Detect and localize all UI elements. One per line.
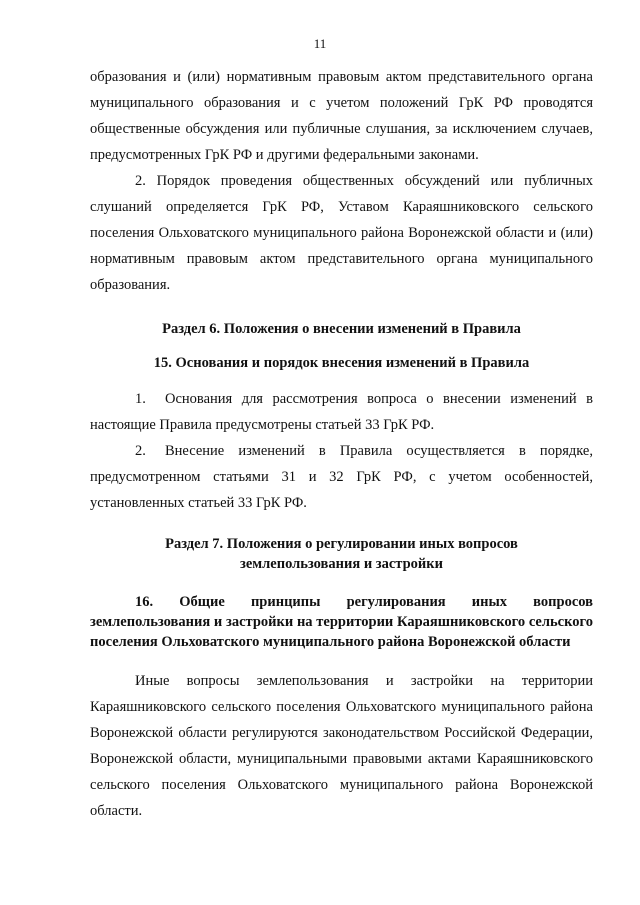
page-number: 11 xyxy=(313,36,327,51)
item-number: 1. xyxy=(135,391,146,407)
section-7-title-line-1: Раздел 7. Положения о регулировании иных вопросов xyxy=(165,536,518,552)
section-6-title: Раздел 6. Положения о внесении изменений в Правила xyxy=(162,321,521,337)
item-number: 2. xyxy=(135,443,146,459)
section-7-title-line-2: землепользования и застройки xyxy=(240,556,443,572)
article-15-item-2 xyxy=(90,438,593,516)
paragraph-item-2: 2. Порядок проведения общественных обсуждений или публичных слушаний определяется ГрК РФ, Уставом Караяшниковского сельского поселения Ольховатского муниципального района Воронежской области и (или) нормативным правовым актом представительного органа муниципального образования. xyxy=(90,173,593,293)
article-15-title: 15. Основания и порядок внесения изменений в Правила xyxy=(153,355,530,371)
paragraph-continuation: образования и (или) нормативным правовым актом представительного органа муниципального образования и с учетом положений ГрК РФ проводятся общественные обсуждения или публичные слушания, за исключением случаев, предусмотренных ГрК РФ и другими федеральными законами. xyxy=(90,69,593,163)
article-15-item-1 xyxy=(90,386,593,438)
item-text: Внесение изменений в Правила осуществляется в порядке, предусмотренном статьями 31 и 32 ГрК РФ, с учетом особенностей, установленных статьей 33 ГрК РФ. xyxy=(90,443,593,511)
article-16-text: Иные вопросы землепользования и застройки на территории Караяшниковского сельского поселения Ольховатского муниципального района Воронежской области регулируются законодательством Российской Федерации, Воронежской области, муниципальными правовыми актами Караяшниковского сельского поселения Ольховатского муниципального района Воронежской области. xyxy=(90,673,593,819)
item-text: Основания для рассмотрения вопроса о внесении изменений в настоящие Правила предусмотрены статьей 33 ГрК РФ. xyxy=(90,391,593,433)
article-16-title: 16. Общие принципы регулирования иных вопросов землепользования и застройки на территории Караяшниковского сельского поселения Ольховатского муниципального района Воронежской области xyxy=(90,594,593,650)
section-7-title xyxy=(90,534,593,574)
document-body xyxy=(90,64,593,824)
